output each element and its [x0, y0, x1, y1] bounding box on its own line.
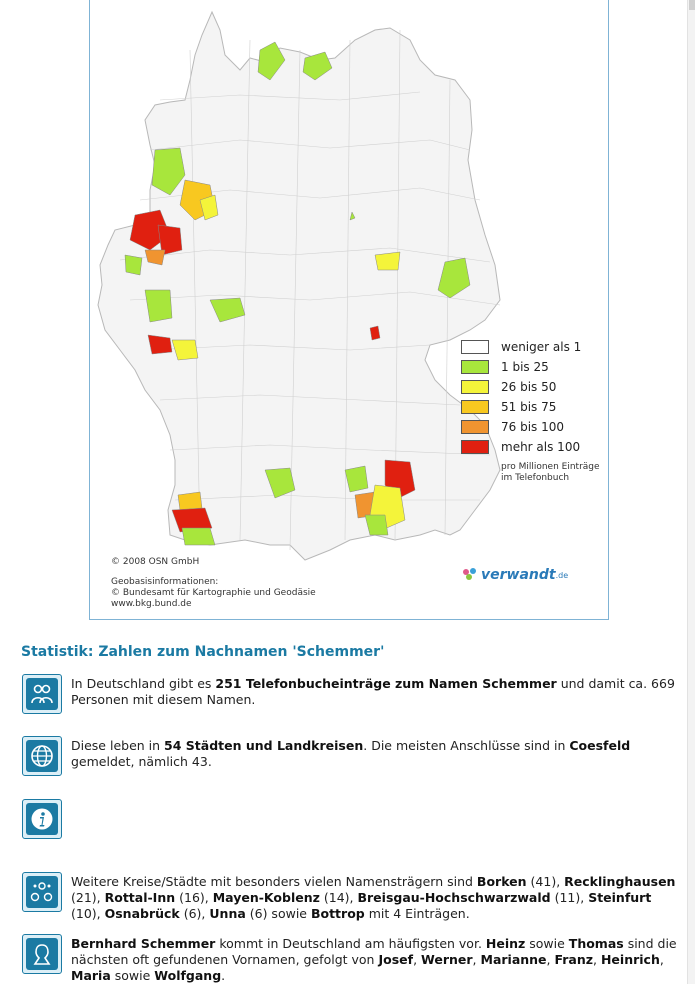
highlight-text: Wolfgang	[154, 968, 222, 983]
text-segment: (6) sowie	[245, 906, 311, 921]
icon-tile	[26, 803, 58, 835]
highlight-text: Coesfeld	[569, 738, 631, 753]
legend-swatch	[461, 340, 489, 354]
text-segment: (11),	[550, 890, 589, 905]
icon-tile	[26, 678, 58, 710]
text-segment: ,	[659, 952, 664, 967]
highlight-text: 251 Telefonbucheinträge zum Namen Schemmer	[215, 676, 557, 691]
highlight-text: Breisgau-Hochschwarzwald	[357, 890, 551, 905]
legend-swatch	[461, 420, 489, 434]
highlight-text: Bottrop	[310, 906, 365, 921]
germany-map[interactable]	[90, 0, 609, 620]
highlight-text: Heinrich	[600, 952, 660, 967]
text-segment: mit 4 Einträgen.	[364, 906, 470, 921]
legend-swatch	[461, 400, 489, 414]
text-segment: Diese leben in	[71, 738, 165, 753]
highlight-text: Werner	[421, 952, 473, 967]
legend-item	[461, 357, 581, 377]
highlight-text: Recklinghausen	[564, 874, 676, 889]
text-segment: (21),	[71, 890, 105, 905]
text-segment: (10),	[71, 906, 105, 921]
text-segment: .	[221, 968, 226, 983]
legend-item	[461, 437, 581, 457]
geo-credit: Geobasisinformationen: © Bundesamt für Kartographie und Geodäsie www.bkg.bund.de	[111, 577, 316, 609]
legend-item	[461, 417, 581, 437]
text-segment: (6),	[179, 906, 210, 921]
map-panel	[89, 0, 609, 620]
legend-swatch	[461, 360, 489, 374]
copyright-text: © 2008 OSN GmbH	[111, 557, 200, 567]
text-segment: kommt in Deutschland am häufigsten vor.	[215, 936, 486, 951]
text-segment: In Deutschland gibt es	[71, 676, 216, 691]
icon-tile	[26, 740, 58, 772]
circles-icon	[22, 872, 62, 912]
info-icon	[22, 799, 62, 839]
legend-label: 76 bis 100	[501, 420, 565, 434]
highlight-text: Rottal-Inn	[104, 890, 176, 905]
text-segment: gemeldet, nämlich 43.	[71, 754, 212, 769]
legend-label: 1 bis 25	[501, 360, 549, 374]
text-segment: und damit ca. 669 Personen mit diesem Namen.	[71, 676, 675, 707]
icon-tile	[26, 876, 58, 908]
legend-label: mehr als 100	[501, 440, 581, 454]
legend-swatch	[461, 380, 489, 394]
text-segment: (16),	[175, 890, 213, 905]
text-segment: (41),	[526, 874, 565, 889]
verwandt-logo[interactable]: verwandt .de	[461, 567, 568, 583]
highlight-text: Josef	[378, 952, 414, 967]
icon-tile	[26, 938, 58, 970]
text-segment: sind die nächsten oft gefundenen Vornamen, gefolgt von	[71, 936, 677, 967]
text-segment: . Die meisten Anschlüsse sind in	[363, 738, 570, 753]
text-segment: ,	[472, 952, 481, 967]
highlight-text: Heinz	[485, 936, 526, 951]
vertical-scrollbar[interactable]	[687, 0, 695, 984]
highlight-text: Franz	[554, 952, 594, 967]
stat-text-5	[71, 936, 681, 984]
text-segment: Weitere Kreise/Städte mit besonders vielen Namensträgern sind	[71, 874, 477, 889]
text-segment: sowie	[525, 936, 569, 951]
legend-swatch	[461, 440, 489, 454]
legend-label: 51 bis 75	[501, 400, 557, 414]
text-segment: ,	[593, 952, 601, 967]
people-icon	[22, 674, 62, 714]
stat-text-2	[71, 738, 681, 770]
highlight-text: Osnabrück	[104, 906, 180, 921]
highlight-text: Bernhard Schemmer	[71, 936, 216, 951]
highlight-text: Thomas	[568, 936, 624, 951]
highlight-text: Marianne	[480, 952, 547, 967]
highlight-text: Mayen-Koblenz	[212, 890, 320, 905]
statistics-heading: Statistik: Zahlen zum Nachnamen 'Schemmer'	[21, 644, 385, 660]
legend-note: pro Millionen Einträge im Telefonbuch	[501, 462, 600, 483]
stat-text-1	[71, 676, 681, 708]
highlight-text: Maria	[71, 968, 111, 983]
globe-icon	[22, 736, 62, 776]
legend-label: weniger als 1	[501, 340, 582, 354]
person-icon	[22, 934, 62, 974]
text-segment: sowie	[110, 968, 155, 983]
text-segment: ,	[413, 952, 422, 967]
highlight-text: 54 Städten und Landkreisen	[164, 738, 364, 753]
highlight-text: Unna	[209, 906, 246, 921]
legend-item	[461, 377, 581, 397]
legend-item	[461, 337, 581, 357]
highlight-text: Borken	[476, 874, 527, 889]
scrollbar-thumb[interactable]	[689, 0, 695, 10]
family-tree-icon	[461, 567, 481, 583]
map-legend	[461, 337, 581, 457]
highlight-text: Steinfurt	[588, 890, 652, 905]
text-segment: (14),	[319, 890, 358, 905]
legend-label: 26 bis 50	[501, 380, 557, 394]
legend-item	[461, 397, 581, 417]
text-segment: ,	[546, 952, 555, 967]
stat-text-4	[71, 874, 681, 922]
